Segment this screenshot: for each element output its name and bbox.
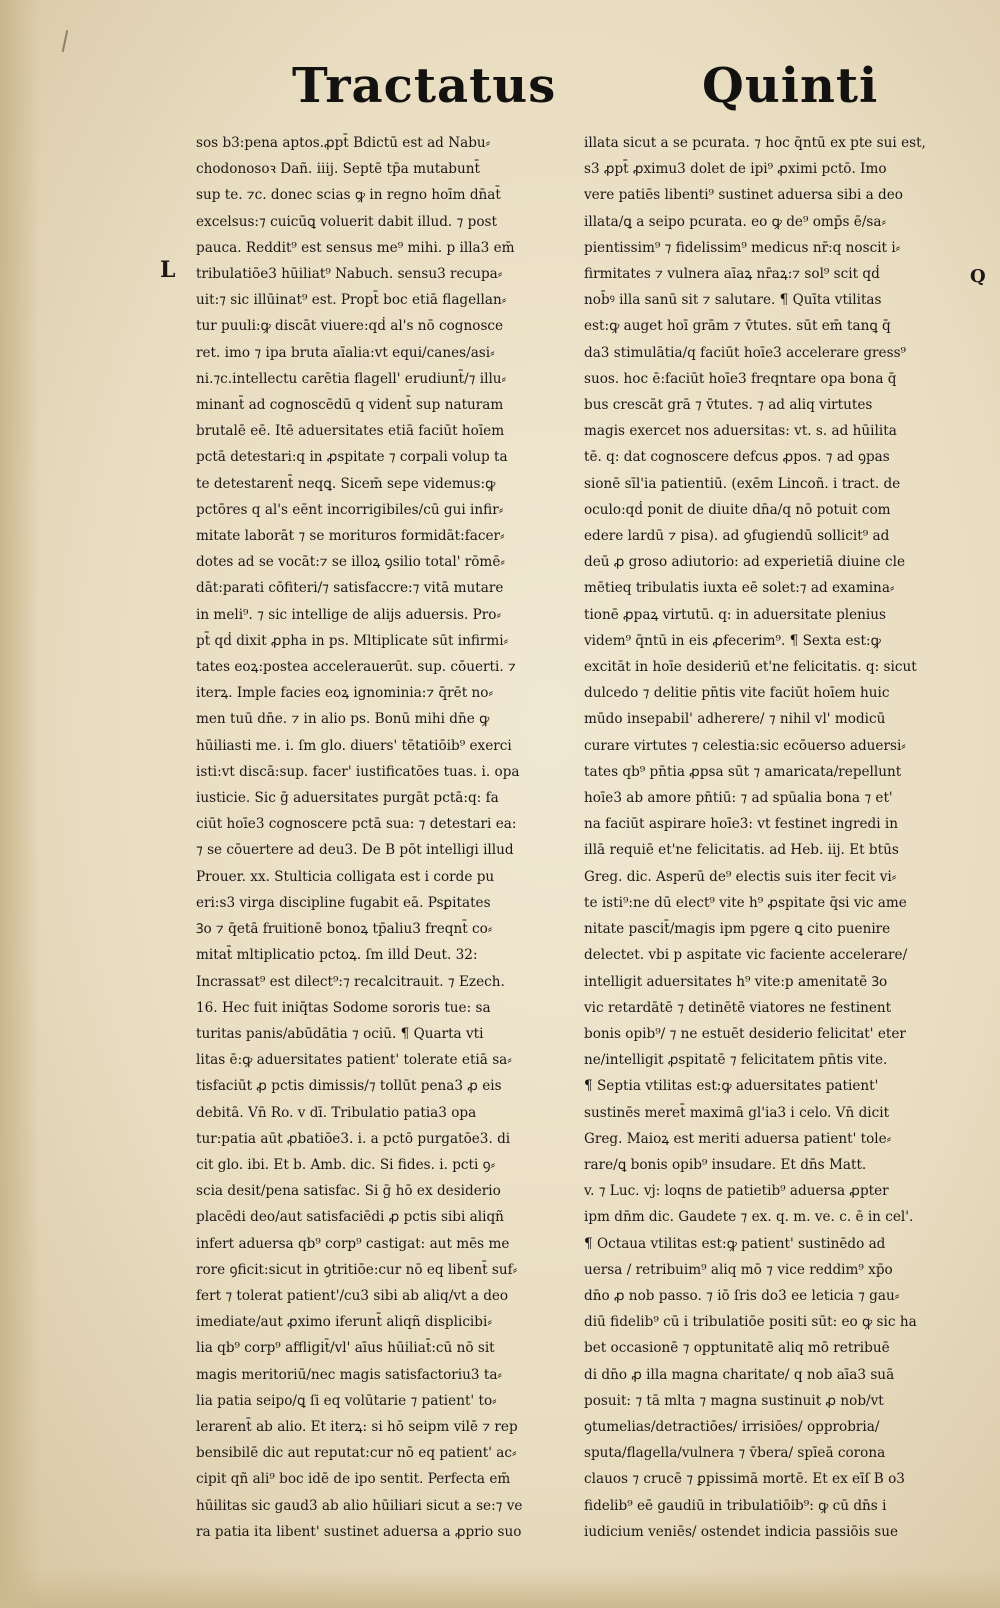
text-line: in meli⁹. ⁊ sic intellige de alijs aduersis. Pro⸗ bbox=[196, 606, 501, 623]
text-line: tisfaciūt ꝓ pctis dimissis/⁊ tollūt pena3 ꝓ eis bbox=[196, 1078, 502, 1095]
text-line: videm⁹ q̄ntū in eis ꝓfecerim⁹. ¶ Sexta est:ꝙ bbox=[584, 632, 881, 649]
text-line: mitate laborāt ⁊ se morituros formidāt:facer⸗ bbox=[196, 528, 505, 545]
text-line: tribulatiōe3 hūiliat⁹ Nabuch. sensu3 recupa⸗ bbox=[196, 266, 503, 283]
text-line: ¶ Septia vtilitas est:ꝙ aduersitates patient' bbox=[584, 1078, 879, 1095]
text-line: diū fidelib⁹ cū i tribulatiōe positi sūt: eo ꝙ sic ha bbox=[584, 1314, 917, 1331]
text-line: da3 stimulātia/q faciūt hoīe3 accelerare gress⁹ bbox=[584, 344, 906, 361]
text-line: ni.⁊c.intellectu carētia flagell' erudiunt̄/⁊ illu⸗ bbox=[196, 370, 507, 387]
text-line: ciūt hoīe3 cognoscere pctā sua: ⁊ detestari ea: bbox=[196, 816, 517, 833]
text-line: tates qb⁹ pn̄tia ꝓpsa sūt ⁊ amaricata/repellunt bbox=[584, 763, 902, 780]
text-line: turitas panis/abūdātia ⁊ ociū. ¶ Quarta vti bbox=[196, 1025, 484, 1042]
text-line: chodonosoꝛ Dañ. iiij. Septē tp̄a mutabunt̄ bbox=[196, 161, 480, 178]
text-line: litas ē:ꝙ aduersitates patient' tolerate etiā sa⸗ bbox=[196, 1052, 512, 1069]
text-line: hūilitas sic gaud3 ab alio hūiliari sicut a se:⁊ ve bbox=[196, 1497, 523, 1514]
text-line: Incrassat⁹ est dilect⁹:⁊ recalcitrauit. ⁊ Ezech. bbox=[196, 973, 505, 990]
margin-letter-right: Q bbox=[970, 266, 986, 287]
text-line: eri:s3 virga discipline fugabit eā. Psꝑitates bbox=[196, 894, 491, 911]
text-line: hūiliasti me. i. ſm glo. diuers' tētatiōib⁹ exerci bbox=[196, 737, 512, 754]
text-line: sputa/flagella/vulnera ⁊ v̄bera/ spīeā corona bbox=[584, 1445, 886, 1462]
text-line: debitā. Vn̄ Ro. v dī. Tribulatio patia3 opa bbox=[196, 1104, 477, 1121]
text-line: suos. hoc ē:faciūt hoīe3 freqntare opa bona q̄ bbox=[584, 370, 897, 387]
text-line: infert aduersa qb⁹ corp⁹ castigat: aut mēs me bbox=[196, 1235, 510, 1252]
text-line: hoīe3 ab amore pn̄tiū: ⁊ ad spūalia bona ⁊ et' bbox=[584, 790, 893, 807]
text-line: dotes ad se vocāt:⁊ se illoꝝ ꝯsilio total' rōmē⸗ bbox=[196, 554, 505, 571]
text-line: excelsus:⁊ cuicūꝗ voluerit dabit illud. ⁊ post bbox=[196, 213, 497, 230]
text-line: clauos ⁊ crucē ⁊ ꝑpissimā mortē. Et ex eīſ B o3 bbox=[584, 1471, 905, 1488]
text-line: sup te. ⁊c. donec scias ꝙ in regno hoīm dn̄at̄ bbox=[196, 187, 501, 204]
text-line: fidelib⁹ eē gaudiū in tribulatiōib⁹: ꝙ cū dn̄s i bbox=[584, 1497, 887, 1514]
page-bottom-shadow bbox=[0, 1568, 1000, 1608]
text-column-left bbox=[196, 130, 578, 1540]
text-line: delectet. vbi p aspitate vic faciente accelerare/ bbox=[584, 947, 908, 964]
margin-pen-mark bbox=[62, 30, 69, 52]
text-line: mitat̄ mltiplicatio pctoꝝ. ſm illḋ Deut. 32: bbox=[196, 947, 478, 964]
text-line: pientissim⁹ ⁊ fidelissim⁹ medicus nr̄:q noscit i⸗ bbox=[584, 239, 901, 256]
text-line: pctōres q al's eēnt incorrigibiles/cū gui infir⸗ bbox=[196, 501, 504, 518]
text-line: sionē sīl'ia patientiū. (exēm Lincoñ. i tract. de bbox=[584, 475, 901, 492]
text-line: rare/ꝗ bonis opib⁹ insudare. Et dn̄s Matt. bbox=[584, 1156, 867, 1173]
running-title-left: Tractatus bbox=[292, 58, 557, 114]
text-line: ret. imo ⁊ ipa bruta aīalia:vt equi/canes/asi⸗ bbox=[196, 344, 495, 361]
text-line: placēdi deo/aut satisfaciēdi ꝓ pctis sibi aliqñ bbox=[196, 1209, 504, 1226]
text-line: iusticie. Sic ḡ aduersitates purgāt pctā:q: fa bbox=[196, 790, 499, 807]
text-line: tur:patia aūt ꝓbatiōe3. i. a pctō purgatōe3. di bbox=[196, 1130, 511, 1147]
text-line: di dn̄o ꝓ illa magna charitate/ q nob aīa3 suā bbox=[584, 1366, 895, 1383]
text-column-right bbox=[584, 130, 966, 1540]
text-line: magis meritoriū/nec magis satisfactoriu3 ta⸗ bbox=[196, 1366, 502, 1383]
text-line: illata sicut a se pcurata. ⁊ hoc q̄ntū ex pte sui est, bbox=[584, 135, 926, 151]
text-line: vic retardātē ⁊ detinētē viatores ne festinent bbox=[584, 999, 892, 1016]
text-line: nitate pascit̄/magis ipm pgere ꝗ cito puenire bbox=[584, 921, 891, 938]
text-line: brutalē eē. Itē aduersitates etiā faciūt hoīem bbox=[196, 423, 505, 440]
running-title-right: Quinti bbox=[702, 58, 879, 114]
text-line: ra patia ita libent' sustinet aduersa a ꝓprio suo bbox=[196, 1523, 522, 1540]
text-line: vere patiēs libenti⁹ sustinet aduersa sibi a deo bbox=[584, 187, 903, 204]
text-line: 16. Hec fuit iniq̄tas Sodome sororis tue: sa bbox=[196, 999, 491, 1016]
text-line: illata/ꝗ a seipo pcurata. eo ꝙ de⁹ omp̄s ē/sa⸗ bbox=[584, 213, 887, 230]
text-line: pctā detestari:q in ꝓspitate ⁊ corpali volup ta bbox=[196, 449, 508, 466]
text-line: men tuū dn̄e. ⁊ in alio ps. Bonū mihi dn̄e ꝙ bbox=[196, 711, 490, 728]
text-line: ipm dn̄m dic. Gaudete ⁊ ex. q. m. ve. c. ē in cel'. bbox=[584, 1209, 914, 1226]
text-line: dn̄o ꝓ nob passo. ⁊ iō ſris do3 ee leticia ⁊ gau⸗ bbox=[584, 1287, 900, 1304]
text-line: minant̄ ad cognoscēdū q vident̄ sup naturam bbox=[196, 397, 504, 414]
text-line: lia qb⁹ corp⁹ affligit̄/vl' aīus hūiliat̄:cū nō sit bbox=[196, 1340, 495, 1357]
text-line: lia patia seipo/ꝗ ſi eq volūtarie ⁊ patient' to⸗ bbox=[196, 1392, 497, 1409]
text-line: Ꝫo ⁊ q̄etā fruitionē bonoꝝ tp̄aliu3 freqnt̄ co⸗ bbox=[196, 921, 493, 938]
text-line: magis exercet nos aduersitas: vt. s. ad hūilita bbox=[584, 423, 897, 440]
text-line: curare virtutes ⁊ celestia:sic ecōuerso aduersi⸗ bbox=[584, 737, 906, 754]
text-line: s3 ꝓpt̄ ꝓximu3 dolet de ipi⁹ ꝓximi pctō. Imo bbox=[584, 161, 887, 178]
text-line: iudicium veniēs/ ostendet indicia passiōis sue bbox=[584, 1523, 899, 1540]
text-line: deū ꝓ groso adiutorio: ad experietiā diuine cle bbox=[584, 554, 906, 571]
text-line: isti:vt discā:sup. facer' iustificatōes tuas. i. opa bbox=[196, 763, 520, 780]
text-line: dulcedo ⁊ delitie pn̄tis vite faciūt hoīem huic bbox=[584, 685, 890, 702]
text-line: Greg. Maioꝝ est meriti aduersa patient' tole⸗ bbox=[584, 1130, 892, 1147]
text-line: bus crescāt grā ⁊ v̄tutes. ⁊ ad aliq virtutes bbox=[584, 397, 873, 414]
margin-letter-left: L bbox=[160, 257, 176, 283]
text-line: tē. q: dat cognoscere defcus ꝓpos. ⁊ ad ꝯpas bbox=[584, 449, 890, 466]
text-line: oculo:qḋ ponit de diuite dn̄a/q nō potuit com bbox=[584, 501, 891, 518]
text-line: firmitates ⁊ vulnera aīaꝝ nr̄aꝝ:⁊ sol⁹ scit qḋ bbox=[584, 266, 880, 283]
text-line: uersa / retribuim⁹ aliq mō ⁊ vice reddim⁹ xp̄o bbox=[584, 1261, 893, 1278]
text-line: dāt:parati cōfiteri/⁊ satisfaccre:⁊ vitā mutare bbox=[196, 580, 504, 597]
text-line: bonis opib⁹/ ⁊ ne estuēt desiderio felicitat' eter bbox=[584, 1025, 906, 1042]
text-line: ne/intelligit ꝓspitatē ⁊ felicitatem pn̄tis vite. bbox=[584, 1052, 888, 1069]
text-line: mūdo insepabil' adherere/ ⁊ nihil vl' modicū bbox=[584, 711, 886, 728]
text-line: tionē ꝓpaꝝ virtutū. q: in aduersitate plenius bbox=[584, 606, 887, 623]
text-line: sustinēs meret̄ maximā gl'ia3 i celo. Vn̄ dicit bbox=[584, 1104, 890, 1121]
text-line: tates eoꝝ:postea accelerauerūt. sup. cōuerti. ⁊ bbox=[196, 659, 516, 676]
text-line: rore ꝯficit:sicut in ꝯtritiōe:cur nō eq libent̄ suf⸗ bbox=[196, 1261, 518, 1278]
text-line: uit:⁊ sic illūinat⁹ est. Propt̄ boc etiā flagellan⸗ bbox=[196, 292, 507, 309]
text-line: ¶ Octaua vtilitas est:ꝙ patient' sustinēdo ad bbox=[584, 1235, 886, 1252]
running-header bbox=[0, 58, 1000, 128]
text-line: bet occasionē ⁊ opptunitatē aliq mō retribuē bbox=[584, 1340, 890, 1357]
text-line: te isti⁹:ne dū elect⁹ vite h⁹ ꝓspitate q̄si vic ame bbox=[584, 894, 907, 911]
text-line: imediate/aut ꝓximo iferunt̄ aliqñ displicibi⸗ bbox=[196, 1314, 492, 1331]
text-line: cipit qñ ali⁹ boc idē de ipo sentit. Perfecta em̄ bbox=[196, 1471, 511, 1488]
text-line: tur puuli:ꝙ discāt viuere:qḋ al's nō cognosce bbox=[196, 318, 504, 335]
text-line: scia desit/pena satisfac. Si ḡ hō ex desiderio bbox=[196, 1183, 501, 1200]
text-line: na faciūt aspirare hoīe3: vt festinet ingredi in bbox=[584, 816, 899, 833]
text-line: Greg. dic. Asperū de⁹ electis suis iter fecit vi⸗ bbox=[584, 868, 897, 885]
text-line: est:ꝙ auget hoī grām ⁊ v̄tutes. sūt em̄ tanꝗ q̄ bbox=[584, 318, 891, 335]
text-line: fert ⁊ tolerat patient'/cu3 sibi ab aliq/vt a deo bbox=[196, 1287, 509, 1304]
text-line: bensibilē dic aut reputat:cur nō eq patient' ac⸗ bbox=[196, 1445, 517, 1462]
text-line: posuit: ⁊ tā mlta ⁊ magna sustinuit ꝓ nob/vt bbox=[584, 1392, 884, 1409]
text-line: pauca. Reddit⁹ est sensus me⁹ mihi. p illa3 em̄ bbox=[196, 239, 515, 256]
text-line: pt̄ qḋ dixit ꝓpha in ps. Mltiplicate sūt infirmi⸗ bbox=[196, 632, 509, 649]
text-line: iterꝝ. Imple facies eoꝝ ignominia:⁊ q̄rēt no⸗ bbox=[196, 685, 493, 702]
text-line: ⁊ se cōuertere ad deu3. De B pōt intelligi illud bbox=[196, 842, 514, 859]
text-line: ꝯtumelias/detractiōes/ irrisiōes/ opprobria/ bbox=[584, 1418, 880, 1435]
text-line: te detestarent̄ neqꝗ. Sicem̄ sepe videmus:ꝙ bbox=[196, 475, 496, 492]
text-line: cit glo. ibi. Et b. Amb. dic. Si fides. i. pcti ꝯ⸗ bbox=[196, 1156, 496, 1173]
text-line: nob̄ꝰ illa sanū sit ⁊ salutare. ¶ Quīta vtilitas bbox=[584, 292, 882, 309]
text-line: intelligit aduersitates h⁹ vite:p amenitatē Ꝫo bbox=[584, 973, 888, 990]
text-line: lerarent̄ ab alio. Et iterꝝ: si hō seipm vilē ⁊ rep bbox=[196, 1418, 518, 1435]
text-line: illā requiē et'ne felicitatis. ad Heb. iij. Et btūs bbox=[584, 842, 899, 859]
text-line: sos b3:pena aptos.ꝓpt̄ Bdictū est ad Nabu⸗ bbox=[196, 135, 491, 151]
text-line: v. ⁊ Luc. vj: loqns de patietib⁹ aduersa ꝓpter bbox=[584, 1183, 889, 1200]
text-line: Prouer. xx. Stulticia colligata est i corde pu bbox=[196, 868, 495, 885]
text-line: edere lardū ⁊ pisa). ad ꝯfugiendū sollicit⁹ ad bbox=[584, 528, 890, 545]
page-gutter-shadow bbox=[0, 0, 40, 1608]
text-line: mētieq tribulatis iuxta eē solet:⁊ ad examina⸗ bbox=[584, 580, 895, 597]
text-line: excitāt in hoīe desideriū et'ne felicitatis. q: sicut bbox=[584, 659, 917, 676]
